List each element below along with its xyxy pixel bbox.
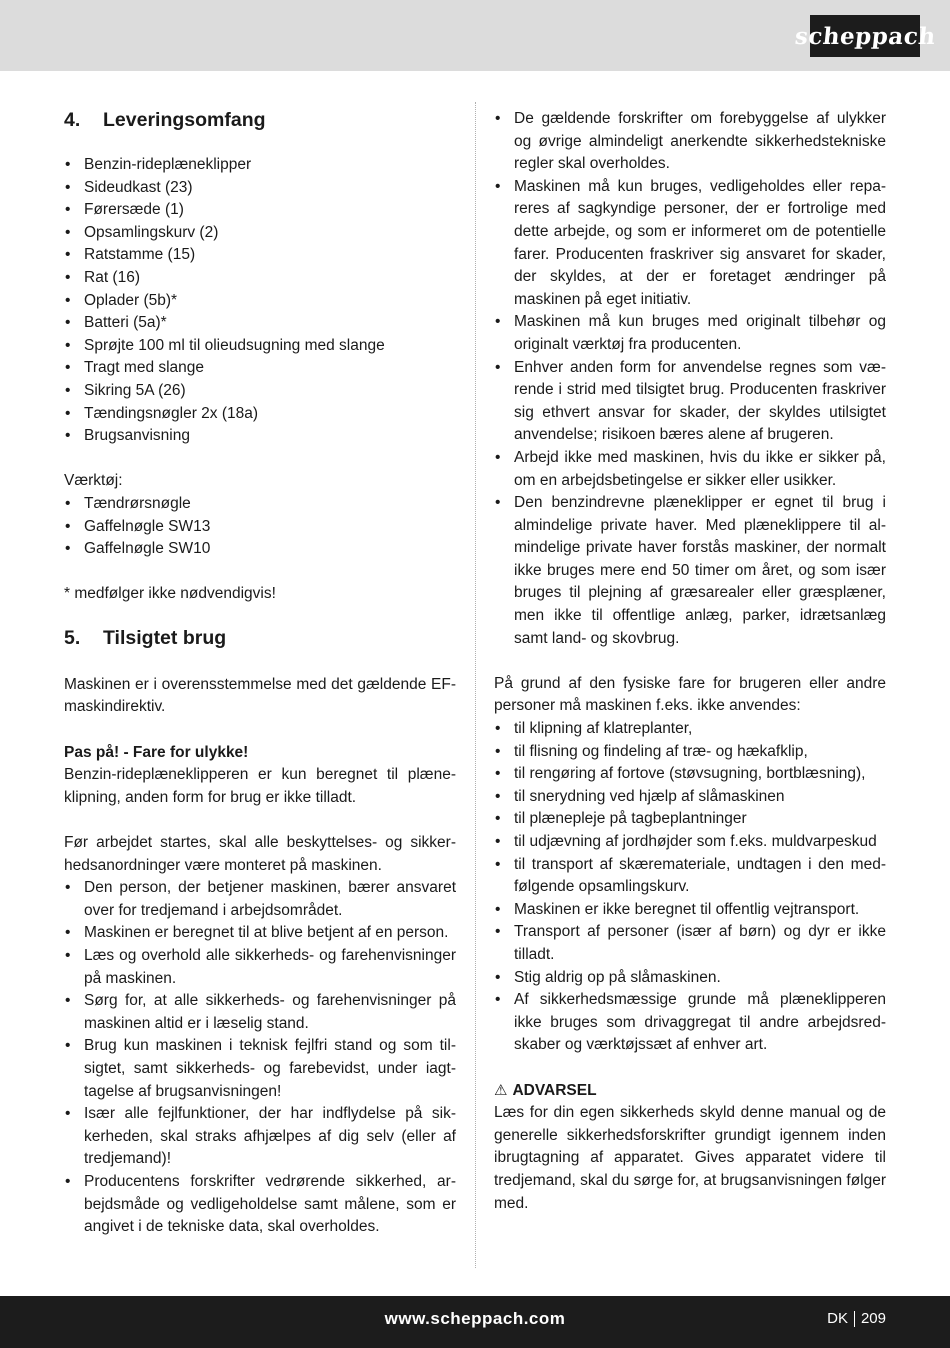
- list-item: • til snerydning ved hjælp af slåmaskinen: [494, 786, 886, 809]
- list-item: • Den benzindrevne plæneklipper er egnet til brug i almindelige private haver. Med plæneklippere til almindelige private haver forstås maskiner, der normalt ikke bruges mere end 50 timer om året, og som især bruges til plejning af græsarealer eller græsplæner, men ikke til offentlige anlæg, parker, idrætsanlæg samt land- og skovbrug.: [494, 492, 886, 650]
- logo-text: scheppach: [793, 22, 937, 50]
- section-4-title: Leveringsomfang: [103, 109, 266, 131]
- section-4-number: 4.: [64, 109, 81, 131]
- prohibited-uses-list: [494, 718, 886, 1057]
- list-item: • Tændrørsnøgle: [64, 493, 456, 516]
- list-item: • Batteri (5a)*: [64, 312, 456, 335]
- list-item: • Maskinen må kun bruges, vedligeholdes eller repareres af sagkyndige personer, der er fortrolige med dette arbejde, og som er informeret om de potentielle farer. Producenten fraskriver sig ansvaret for skader, der skyldes, at der er foretaget ændringer på maskinen på eget initiativ.: [494, 176, 886, 312]
- list-item: • Førersæde (1): [64, 199, 456, 222]
- list-item: • De gældende forskrifter om forebyggelse af ulykker og øvrige almindeligt anerkendte sikkerhedstekniske regler skal overholdes.: [494, 108, 886, 176]
- scheppach-logo: [793, 15, 937, 57]
- header-bar: [0, 0, 950, 71]
- caution-title: Pas på! - Fare for ulykke!: [64, 743, 249, 761]
- caution-text: Benzin-rideplæneklipperen er kun beregnet til plæneklipning, anden form for brug er ikke tilladt.: [64, 766, 456, 806]
- list-item: • Sideudkast (23): [64, 177, 456, 200]
- list-item: • til rengøring af fortove (støvsugning, bortblæsning),: [494, 763, 886, 786]
- section-4-heading: [64, 108, 456, 132]
- list-item: • Brug kun maskinen i teknisk fejlfri stand og som tilsigtet, samt sikkerheds- og farebevidst, under iagttagelse af brugsanvisningen!: [64, 1035, 456, 1103]
- list-item: • Arbejd ikke med maskinen, hvis du ikke er sikker på, om en arbejdsbetingelse er sikker eller usikker.: [494, 447, 886, 492]
- directive-paragraph: Maskinen er i overensstemmelse med det gældende EF-maskindirektiv.: [64, 675, 456, 716]
- before-work-paragraph: Før arbejdet startes, skal alle beskyttelses- og sikkerhedsanordninger være monteret på maskinen.: [64, 834, 456, 874]
- list-item: • Gaffelnøgle SW10: [64, 538, 456, 561]
- left-column: [64, 108, 456, 1239]
- tools-list: [64, 493, 456, 561]
- list-item: • Gaffelnøgle SW13: [64, 516, 456, 539]
- warning-title: ADVARSEL: [512, 1081, 597, 1099]
- page-separator: [854, 1311, 855, 1327]
- safety-rules-list: [64, 877, 456, 1239]
- page-indicator: [827, 1310, 886, 1327]
- list-item: • Opsamlingskurv (2): [64, 222, 456, 245]
- list-item: • Især alle fejlfunktioner, der har indflydelse på sikkerheden, skal straks afhjælpes af dig selv (eller af tredjemand)!: [64, 1103, 456, 1171]
- list-item: • Enhver anden form for anvendelse regnes som værende i strid med tilsigtet brug. Producenten fraskriver sig ethvert ansvar for skader, der skyldes utilsigtet anvendelse; risikoen bæres alene af brugeren.: [494, 357, 886, 447]
- list-item: • Sprøjte 100 ml til olieudsugning med slange: [64, 335, 456, 358]
- list-item: • Maskinen er ikke beregnet til offentlig vejtransport.: [494, 899, 886, 922]
- section-5-title: Tilsigtet brug: [103, 626, 227, 649]
- list-item: • Benzin-rideplæneklipper: [64, 154, 456, 177]
- list-item: • Af sikkerhedsmæssige grunde må plæneklipperen ikke bruges som drivaggregat til andre arbejdsredskaber og værktøjssæt af enhver art.: [494, 989, 886, 1057]
- list-item: • Maskinen er beregnet til at blive betjent af en person.: [64, 922, 456, 945]
- tools-label: Værktøj:: [64, 472, 123, 490]
- footer-website-link[interactable]: www.scheppach.com: [384, 1309, 566, 1328]
- list-item: • Sikring 5A (26): [64, 380, 456, 403]
- list-item: • Sørg for, at alle sikkerheds- og farehenvisninger på maskinen altid er i læselig stand.: [64, 990, 456, 1035]
- list-item: • til transport af skæremateriale, undtagen i den medfølgende opsamlingskurv.: [494, 854, 886, 899]
- list-item: • Producentens forskrifter vedrørende sikkerhed, arbejdsmåde og vedligeholdelse samt målene, som er angivet i de tekniske data, skal overholdes.: [64, 1171, 456, 1239]
- regulations-list: [494, 108, 886, 650]
- delivery-scope-list: [64, 154, 456, 448]
- prohibited-uses-intro: På grund af den fysiske fare for brugeren eller andre personer må maskinen f.eks. ikke anvendes:: [494, 674, 886, 715]
- section-5-number: 5.: [64, 626, 81, 649]
- section-5-heading: [64, 626, 456, 650]
- list-item: • Transport af personer (især af børn) og dyr er ikke tilladt.: [494, 921, 886, 966]
- list-item: • Stig aldrig op på slåmaskinen.: [494, 967, 886, 990]
- list-item: • Ratstamme (15): [64, 244, 456, 267]
- list-item: • til flisning og findeling af træ- og hækafklip,: [494, 741, 886, 764]
- list-item: • Maskinen må kun bruges med originalt tilbehør og originalt værktøj fra producenten.: [494, 311, 886, 356]
- column-divider: [475, 102, 476, 1268]
- warning-text: Læs for din egen sikkerheds skyld denne manual og de generelle sikkerhedsforskrifter grundigt igennem inden ibrugtagning af apparatet. Gives apparatet videre til tredjemand, skal du sørge for, at brugsanvisningen følger med.: [494, 1104, 887, 1212]
- list-item: • Brugsanvisning: [64, 425, 456, 448]
- list-item: • til klipning af klatreplanter,: [494, 718, 886, 741]
- right-column: [494, 108, 886, 1215]
- footnote: * medfølger ikke nødvendigvis!: [64, 585, 276, 603]
- warning-heading: [494, 1080, 886, 1103]
- list-item: • til plænepleje på tagbeplantninger: [494, 808, 886, 831]
- list-item: • Den person, der betjener maskinen, bærer ansvaret over for tredjemand i arbejdsområdet.: [64, 877, 456, 922]
- list-item: • Tændingsnøgler 2x (18a): [64, 403, 456, 426]
- footer-bar: [0, 1296, 950, 1348]
- warning-triangle-icon: ⚠: [494, 1081, 508, 1099]
- list-item: • til udjævning af jordhøjder som f.eks. muldvarpeskud: [494, 831, 886, 854]
- list-item: • Tragt med slange: [64, 357, 456, 380]
- language-code: DK: [827, 1310, 848, 1327]
- page-number: 209: [860, 1310, 886, 1327]
- list-item: • Oplader (5b)*: [64, 290, 456, 313]
- list-item: • Rat (16): [64, 267, 456, 290]
- list-item: • Læs og overhold alle sikkerheds- og farehenvisninger på maskinen.: [64, 945, 456, 990]
